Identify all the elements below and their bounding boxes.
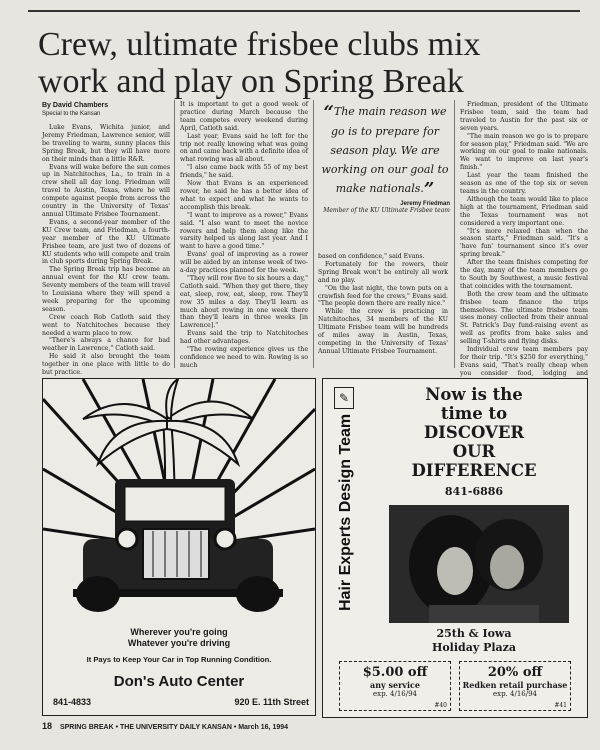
paragraph: After the team finishes competing for the day, many of the team members go to South by Southwest, a music festival that coincides with the tournament. (460, 259, 588, 290)
column-divider (454, 100, 455, 368)
paragraph: Evans, a second-year member of the KU Crew team, and Friedman, a fourth-year member of the KU Ultimate Frisbee team, are just two of dozens of KU students who will compete and train in club sports during Spring Break. (42, 218, 170, 266)
salon-logo-icon: ✎ (334, 387, 354, 409)
footer-text: SPRING BREAK • THE UNIVERSITY DAILY KANSAN • March 16, 1994 (59, 724, 289, 731)
salon-location-plaza: Holiday Plaza (431, 641, 517, 654)
paragraph: He said it also brought the team together in one place with little to do but practice. (42, 353, 170, 377)
salon-location-street: 25th & Iowa (436, 627, 512, 640)
coupon-expiry: exp. 4/16/94 (492, 690, 537, 698)
car-palm-illustration (43, 379, 315, 715)
paragraph: "There's always a chance for bad weather in Lawrence," Catloth said. (42, 337, 170, 353)
coupon-text: Redken retail purchase (462, 680, 568, 690)
coupon-service[interactable] (339, 661, 451, 711)
coupon-amount: 20% off (487, 665, 543, 680)
headline-line-1: Crew, ultimate frisbee clubs mix (38, 26, 481, 63)
business-address: 920 E. 11th Street (234, 697, 309, 707)
coupon-text: any service (370, 680, 420, 690)
ad-slogan: It Pays to Keep Your Car in Top Running Condition. (86, 655, 272, 664)
headline-line: time to (440, 404, 508, 423)
vintage-car-icon (73, 479, 283, 612)
paragraph: "I also came back with 55 of my best friends," he said. (180, 164, 308, 180)
coupon-number: #41 (554, 702, 567, 709)
paragraph: Now that Evans is an experienced rower, he said he has a better idea of what to expect and what he wants to accomplish this break. (180, 180, 308, 211)
paragraph: Friedman, president of the Ultimate Frisbee team, said the team had traveled to Austin for the past six or seven years. (460, 101, 588, 132)
business-phone: 841-4833 (53, 697, 92, 707)
paragraph: "It's more relaxed than when the season starts," Friedman said. "It's a 'have fun' tournament since it's over spring break." (460, 227, 588, 259)
open-quote-mark: “ (323, 102, 334, 123)
coupon-retail[interactable] (459, 661, 571, 711)
article-column-4 (460, 101, 588, 386)
paragraph: Evans said the trip to Natchitoches had other advantages. (180, 330, 308, 346)
page-number: 18 (42, 721, 53, 731)
article-column-1 (42, 124, 170, 377)
couple-photo-icon (389, 505, 569, 623)
pull-quote-text: The main reason we go is to prepare for season play. We are working on our goal to make nationals. (321, 105, 449, 195)
coupon-expiry: exp. 4/16/94 (372, 690, 417, 698)
auto-center-ad (42, 378, 316, 716)
headline-line: DIFFERENCE (411, 461, 537, 480)
byline-affiliation: Special to the Kansan (42, 111, 101, 117)
paragraph: Luke Evans, Wichita junior, and Jeremy Friedman, Lawrence senior, will be traveling to warm, sunny places this Spring Break, but they will have more on their minds than a little R&R. (42, 124, 170, 163)
paragraph: "They will row five to six hours a day," Catloth said. "When they get there, they eat, sleep, row, eat, sleep, row. They'll row 35 miles a day. They'll learn as much about rowing in one week there than they'll learn in three weeks [in Lawrence]." (180, 274, 308, 330)
pull-quote-role: Member of the KU Ultimate Frisbee team (323, 207, 450, 214)
models-photo (389, 505, 569, 623)
paragraph: based on confidence," said Evans. (318, 253, 425, 260)
page-footer (42, 721, 288, 731)
ad-headline (367, 385, 581, 480)
paragraph: Crew coach Rob Catloth said they went to Natchitoches because they needed a warm place to row. (42, 313, 170, 337)
column-divider (174, 100, 175, 368)
paragraph: Both the crew team and the ultimate frisbee team finance the trips themselves. The ultimate frisbee team uses money collected from their annual St. Patrick's Day fund-raising event as well as profits from bake sales and selling T-shirts and flying disks. (460, 290, 588, 346)
paragraph: Evans' goal of improving as a rower will be aided by an intense week of two-a-day practices planned for the week. (180, 251, 308, 275)
pull-quote-attribution: Jeremy Friedman (400, 201, 450, 207)
article-headline (38, 26, 578, 100)
paragraph: The Spring Break trip has become an annual event for the KU crew team. Seventy members of the team will travel to Louisiana where they will spend a week preparing for the upcoming season. (42, 266, 170, 313)
ad-tagline-1: Wherever you're going (130, 627, 228, 637)
paragraph: "On the last night, the town puts on a crawfish feed for the crews," Evans said. "The people down there are really nice." (318, 284, 448, 308)
article-column-2 (180, 101, 308, 370)
hair-salon-ad (322, 378, 588, 718)
paragraph: While the crew is practicing in Natchitoches, 34 members of the KU Ultimate Frisbee team will be hundreds of miles away in Austin, Texas, competing in the University of Texas' Annual Ultimate Frisbee Tournament. (318, 308, 448, 355)
ad-tagline-2: Whatever you're driving (127, 638, 231, 648)
pull-quote (320, 102, 450, 214)
paragraph: It is important to get a good week of practice during March because the team competes every weekend during April, Catloth said. (180, 101, 308, 132)
paragraph: "The rowing experience gives us the confidence we need to win. Rowing is so much (180, 346, 308, 369)
coupon-amount: $5.00 off (362, 665, 428, 680)
headline-line: Now is the (425, 385, 523, 404)
coupon-number: #40 (434, 702, 447, 709)
paragraph: Although the team would like to place high at the tournament, Friedman said the Texas tournament was not considered a very important one. (460, 195, 588, 227)
headline-line: OUR (452, 442, 496, 461)
business-name: Don's Auto Center (113, 673, 245, 690)
column-divider (313, 100, 314, 368)
byline: By David Chambers (42, 102, 109, 109)
paragraph: Fortunately for the rowers, their Spring Break won't be entirely all work and no play. (318, 260, 448, 284)
headline-line: DISCOVER (423, 423, 525, 442)
article-column-3 (318, 253, 448, 356)
paragraph: Last year the team finished the season as one of the top six or seven teams in the country. (460, 172, 588, 195)
top-rule (28, 10, 580, 12)
paragraph: Individual crew team members pay for their trip. "It's $250 for everything," Evans said, "That's really cheap when you consider food, lodging and (460, 346, 588, 377)
headline-line-2: work and play on Spring Break (38, 63, 464, 100)
salon-phone: 841-6886 (444, 485, 504, 498)
paragraph: Evans will wake before the sun comes up in Natchitoches, La., to train in a crew shell all day long. Friedman will travel to Austin, Texas, where he will compete against people from across the country in the University of Texas' annual Ultimate Frisbee Tournament. (42, 163, 170, 218)
close-quote-mark: ” (423, 179, 435, 200)
paragraph: "The main reason we go is to prepare for season play," Friedman said. "We are working on our goal to make nationals. We want to improve on last year's finish." (460, 132, 588, 172)
salon-name-vertical: Hair Experts Design Team (337, 413, 354, 611)
paragraph: Last year, Evans said he left for the trip not really knowing what was going on and came back with a definite idea of what rowing was all about. (180, 132, 308, 164)
paragraph: "I want to improve as a rower," Evans said. "I also want to meet the novice rowers and help them along like the varsity helped us along last year. And I want to have a good time." (180, 211, 308, 251)
